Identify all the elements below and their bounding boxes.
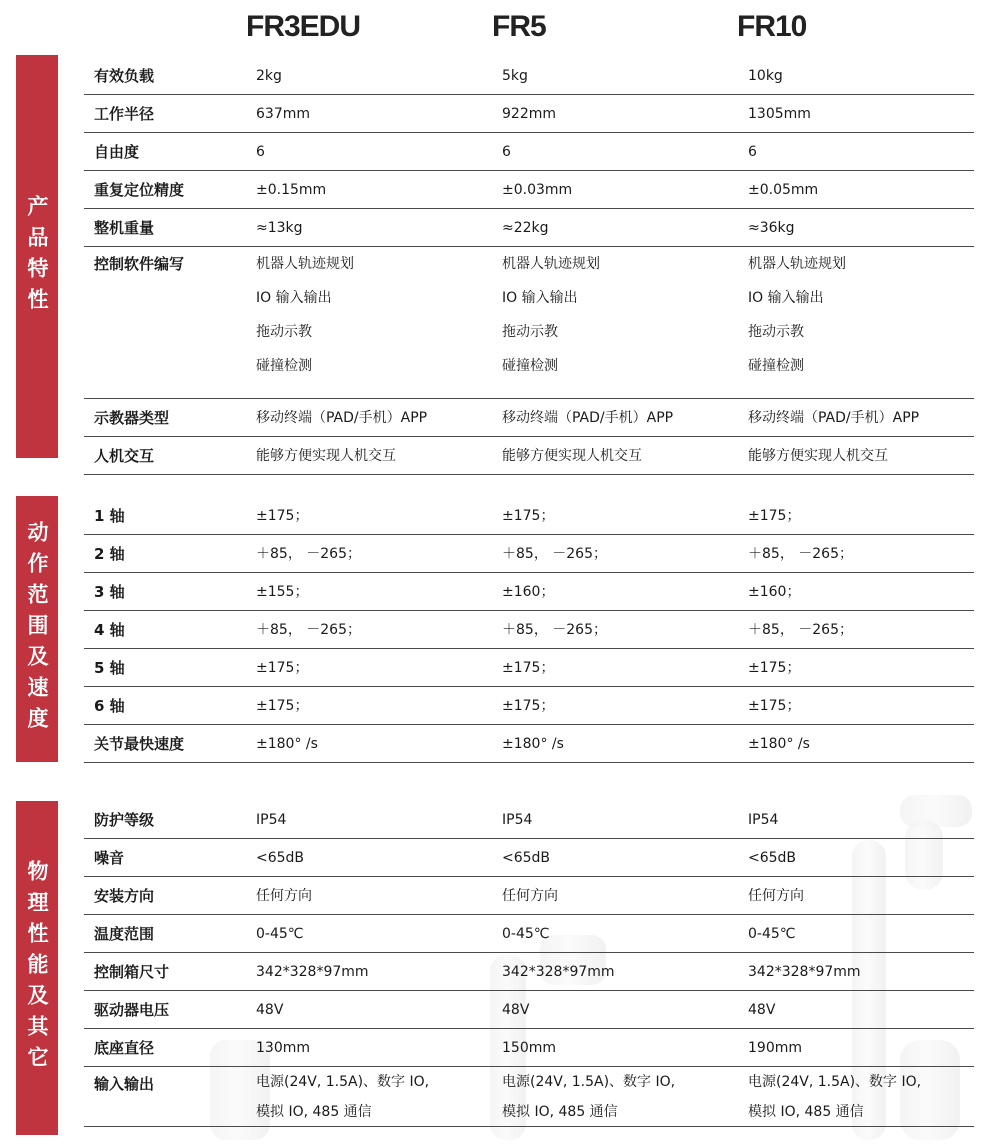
spec-name: 防护等级 — [94, 811, 155, 829]
spec-row — [84, 57, 974, 95]
spec-value-fr3edu: 2kg — [256, 68, 282, 84]
spec-name: 示教器类型 — [94, 409, 170, 427]
spec-value-line: 拖动示教 — [256, 324, 312, 340]
spec-name: 噪音 — [94, 849, 125, 867]
spec-value-fr5: 能够方便实现人机交互 — [502, 448, 642, 464]
spec-name: 控制箱尺寸 — [94, 963, 170, 981]
spec-name: 6 轴 — [94, 697, 125, 715]
spec-value-fr3edu — [256, 247, 502, 398]
spec-row — [84, 915, 974, 953]
spec-value-fr5: 5kg — [502, 68, 528, 84]
spec-name: 4 轴 — [94, 621, 125, 639]
spec-value-line: 机器人轨迹规划 — [256, 256, 354, 272]
spec-value-fr10: 移动终端（PAD/手机）APP — [748, 410, 920, 426]
spec-value-fr10: 任何方向 — [748, 888, 804, 904]
spec-value-line: 机器人轨迹规划 — [748, 256, 846, 272]
spec-value-fr5: 移动终端（PAD/手机）APP — [502, 410, 674, 426]
spec-value-fr5: ±175； — [502, 698, 555, 714]
spec-value-fr10: 190mm — [748, 1040, 802, 1056]
spec-name: 重复定位精度 — [94, 181, 185, 199]
spec-value-fr10: IP54 — [748, 812, 779, 828]
spec-value-fr10 — [748, 247, 974, 398]
spec-value-fr5: ＋85， －265； — [502, 546, 607, 562]
spec-name: 关节最快速度 — [94, 735, 185, 753]
spec-name: 5 轴 — [94, 659, 125, 677]
model-header-fr3edu: FR3EDU — [246, 10, 361, 43]
spec-name: 1 轴 — [94, 507, 125, 525]
spec-value-fr5: ±160； — [502, 584, 555, 600]
spec-name: 整机重量 — [94, 219, 155, 237]
spec-value-fr3edu: 130mm — [256, 1040, 310, 1056]
spec-value-line: IO 输入输出 — [748, 290, 824, 306]
spec-row — [84, 95, 974, 133]
spec-name: 安装方向 — [94, 887, 155, 905]
spec-row — [84, 399, 974, 437]
spec-value-fr10: ±0.05mm — [748, 182, 819, 198]
spec-row — [84, 1067, 974, 1127]
spec-value-fr3edu: ≈13kg — [256, 220, 303, 236]
spec-value-fr3edu: ±155； — [256, 584, 309, 600]
spec-row — [84, 497, 974, 535]
spec-row — [84, 611, 974, 649]
spec-value-fr10: ＋85， －265； — [748, 546, 853, 562]
spec-value-fr3edu: ＋85， －265； — [256, 546, 361, 562]
section-label-product-features: 产品特性 — [16, 55, 58, 458]
spec-value-fr10: 1305mm — [748, 106, 811, 122]
spec-row — [84, 171, 974, 209]
spec-row — [84, 953, 974, 991]
spec-value-line: 模拟 IO, 485 通信 — [256, 1104, 372, 1120]
spec-value-line: 碰撞检测 — [256, 358, 312, 374]
spec-row — [84, 437, 974, 475]
spec-row — [84, 209, 974, 247]
spec-value-fr10: 6 — [748, 144, 757, 160]
spec-value-fr10: 能够方便实现人机交互 — [748, 448, 888, 464]
spec-value-fr5: <65dB — [502, 850, 551, 866]
spec-value-fr10: 48V — [748, 1002, 776, 1018]
spec-value-line: 模拟 IO, 485 通信 — [748, 1104, 864, 1120]
spec-value-fr5: 任何方向 — [502, 888, 558, 904]
spec-value-line: 电源(24V, 1.5A)、数字 IO, — [502, 1074, 676, 1090]
spec-value-fr3edu: 48V — [256, 1002, 284, 1018]
spec-value-fr3edu: ±0.15mm — [256, 182, 327, 198]
spec-value-fr5: 342*328*97mm — [502, 964, 615, 980]
spec-value-fr3edu: 637mm — [256, 106, 310, 122]
spec-value-fr3edu: ±180° /s — [256, 736, 318, 752]
spec-value-line: 拖动示教 — [748, 324, 804, 340]
spec-name: 驱动器电压 — [94, 1001, 170, 1019]
spec-value-fr3edu: ±175； — [256, 508, 309, 524]
spec-row — [84, 687, 974, 725]
table-physical-performance — [84, 801, 974, 1127]
spec-value-fr5 — [502, 1067, 748, 1126]
spec-value-line: 模拟 IO, 485 通信 — [502, 1104, 618, 1120]
table-product-features — [84, 57, 974, 475]
spec-row — [84, 133, 974, 171]
spec-value-fr3edu: 6 — [256, 144, 265, 160]
spec-row — [84, 725, 974, 763]
spec-name: 工作半径 — [94, 105, 155, 123]
spec-value-fr3edu: 任何方向 — [256, 888, 312, 904]
spec-value-fr5: ±175； — [502, 660, 555, 676]
spec-value-fr3edu: 342*328*97mm — [256, 964, 369, 980]
spec-value-fr5: ±180° /s — [502, 736, 564, 752]
spec-value-fr10: ±160； — [748, 584, 801, 600]
spec-row — [84, 801, 974, 839]
spec-value-fr5: 48V — [502, 1002, 530, 1018]
spec-value-fr5: ≈22kg — [502, 220, 549, 236]
spec-row — [84, 839, 974, 877]
spec-value-fr10: ±175； — [748, 698, 801, 714]
spec-value-fr10: ±175； — [748, 660, 801, 676]
spec-name: 有效负载 — [94, 67, 155, 85]
spec-value-fr10: ≈36kg — [748, 220, 795, 236]
spec-value-line: 碰撞检测 — [748, 358, 804, 374]
spec-value-fr3edu: <65dB — [256, 850, 305, 866]
spec-value-line: IO 输入输出 — [256, 290, 332, 306]
section-label-motion-range-speed: 动作范围及速度 — [16, 496, 58, 762]
spec-value-fr10 — [748, 1067, 974, 1126]
spec-value-fr3edu — [256, 1067, 502, 1126]
spec-value-fr10: <65dB — [748, 850, 797, 866]
spec-name: 输入输出 — [94, 1075, 155, 1093]
spec-row — [84, 573, 974, 611]
spec-value-fr5 — [502, 247, 748, 398]
spec-name: 2 轴 — [94, 545, 125, 563]
spec-value-fr3edu: IP54 — [256, 812, 287, 828]
spec-value-fr10: 342*328*97mm — [748, 964, 861, 980]
spec-row — [84, 247, 974, 399]
spec-value-fr5: ±0.03mm — [502, 182, 573, 198]
model-header-fr10: FR10 — [737, 10, 807, 43]
spec-value-line: 电源(24V, 1.5A)、数字 IO, — [748, 1074, 922, 1090]
spec-value-fr3edu: 0-45℃ — [256, 926, 304, 942]
spec-value-fr5: 6 — [502, 144, 511, 160]
spec-value-fr10: ±180° /s — [748, 736, 810, 752]
spec-value-fr10: ＋85， －265； — [748, 622, 853, 638]
table-motion-range-speed — [84, 497, 974, 763]
spec-name: 温度范围 — [94, 925, 155, 943]
model-header-fr5: FR5 — [492, 10, 546, 43]
spec-value-line: 电源(24V, 1.5A)、数字 IO, — [256, 1074, 430, 1090]
spec-value-line: 机器人轨迹规划 — [502, 256, 600, 272]
spec-value-fr5: 150mm — [502, 1040, 556, 1056]
spec-row — [84, 535, 974, 573]
spec-row — [84, 991, 974, 1029]
spec-value-line: IO 输入输出 — [502, 290, 578, 306]
spec-value-fr5: IP54 — [502, 812, 533, 828]
spec-value-fr5: ±175； — [502, 508, 555, 524]
spec-value-fr5: 922mm — [502, 106, 556, 122]
spec-name: 3 轴 — [94, 583, 125, 601]
spec-name: 人机交互 — [94, 447, 155, 465]
spec-value-fr3edu: ＋85， －265； — [256, 622, 361, 638]
section-label-physical-performance: 物理性能及其它 — [16, 801, 58, 1135]
spec-value-fr10: ±175； — [748, 508, 801, 524]
spec-value-line: 碰撞检测 — [502, 358, 558, 374]
spec-name: 底座直径 — [94, 1039, 155, 1057]
spec-value-fr10: 0-45℃ — [748, 926, 796, 942]
spec-value-line: 拖动示教 — [502, 324, 558, 340]
spec-value-fr3edu: ±175； — [256, 660, 309, 676]
spec-value-fr10: 10kg — [748, 68, 783, 84]
spec-row — [84, 877, 974, 915]
spec-value-fr3edu: 能够方便实现人机交互 — [256, 448, 396, 464]
spec-value-fr3edu: 移动终端（PAD/手机）APP — [256, 410, 428, 426]
spec-value-fr5: ＋85， －265； — [502, 622, 607, 638]
spec-value-fr5: 0-45℃ — [502, 926, 550, 942]
spec-row — [84, 1029, 974, 1067]
spec-row — [84, 649, 974, 687]
spec-name: 控制软件编写 — [94, 255, 185, 273]
spec-value-fr3edu: ±175； — [256, 698, 309, 714]
spec-name: 自由度 — [94, 143, 140, 161]
